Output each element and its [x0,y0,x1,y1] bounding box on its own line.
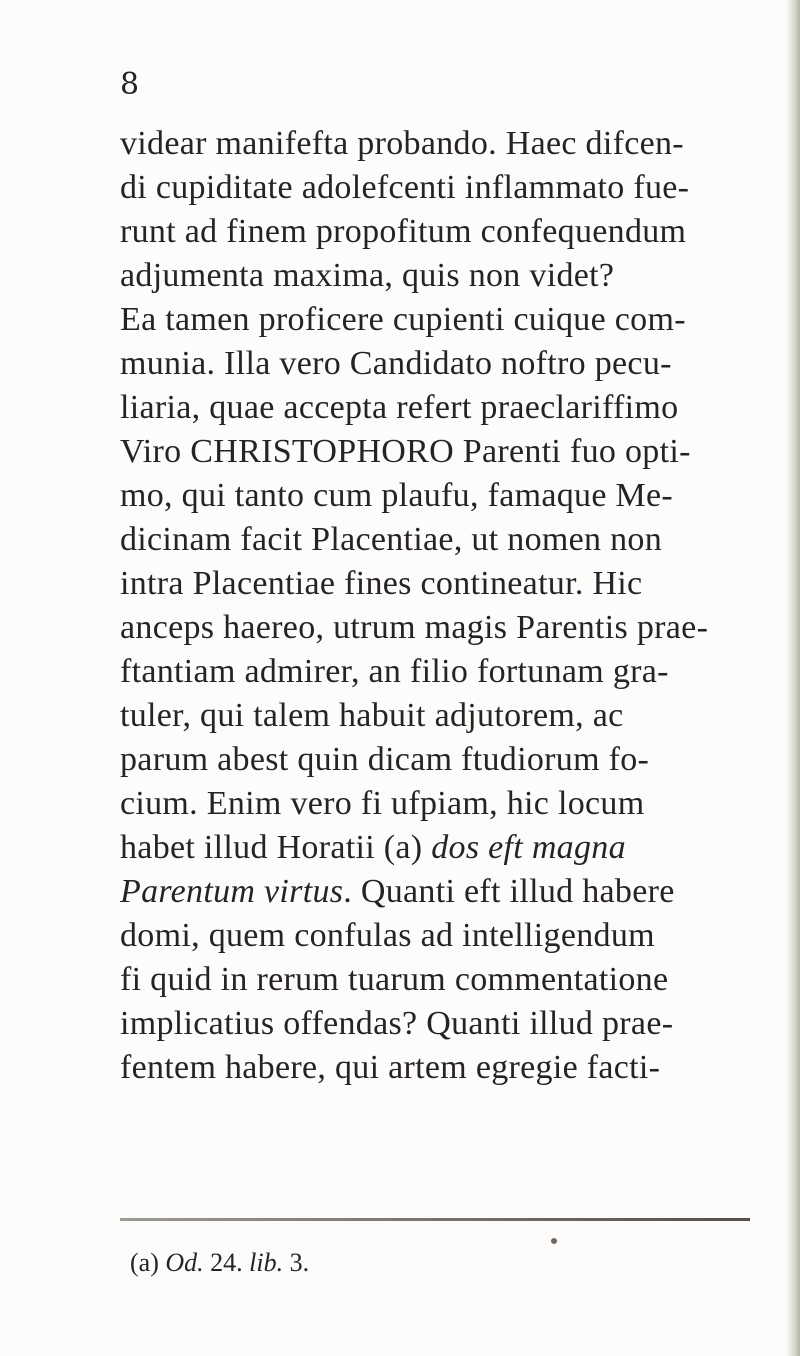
footnote-book-label: lib. [249,1248,284,1277]
footnote [130,1246,309,1280]
text-line: cium. Enim vero fi ufpiam, hic locum [120,785,645,822]
footnote-source: Od. [165,1248,204,1277]
text-line: anceps haereo, utrum magis Parentis prae- [120,609,709,646]
page-gutter-shadow [786,0,800,1356]
text-line: intra Placentiae fines contineatur. Hic [120,565,643,602]
footnote-rule [120,1218,750,1221]
text-line: runt ad finem propofitum confequendum [120,213,687,250]
page-number: 8 [120,67,140,102]
footnote-marker: (a) [130,1248,166,1277]
text-line: dicinam facit Placentiae, ut nomen non [120,521,663,558]
text-line: liaria, quae accepta refert praeclariffimo [120,389,679,426]
italic-quotation: dos eft magna [431,829,626,866]
text-line: parum abest quin dicam ftudiorum fo- [120,741,650,778]
text-line: videar manifefta probando. Haec difcen- [120,125,684,162]
text-line-with-quotation [120,872,675,912]
text-line: adjumenta maxima, quis non videt? [120,257,615,294]
text-line: implicatius offendas? Quanti illud prae- [120,1005,674,1042]
footnote-ode-number: 24. [203,1248,250,1277]
text-line: fentem habere, qui artem egregie facti- [120,1049,661,1086]
text-segment: . Quanti eft illud habere [343,873,675,910]
text-line: mo, qui tanto cum plaufu, famaque Me- [120,477,674,514]
text-line: tuler, qui talem habuit adjutorem, ac [120,697,624,734]
text-line: di cupiditate adolefcenti inflammato fue- [120,169,690,206]
print-speck [551,1238,557,1244]
text-line: domi, quem confulas ad intelligendum [120,917,655,954]
text-line: fi quid in rerum tuarum commentatione [120,961,669,998]
footnote-reference: (a) [383,829,432,866]
text-line: munia. Illa vero Candidato noftro pecu- [120,345,672,382]
italic-quotation: Parentum virtus [120,873,344,910]
text-segment: habet illud Horatii [120,829,384,866]
footnote-book-number: 3. [283,1248,310,1277]
text-line: Viro CHRISTOPHORO Parenti fuo opti- [120,433,691,470]
text-line-with-citation [120,828,626,868]
text-line: ftantiam admirer, an filio fortunam gra- [120,653,669,690]
text-line: Ea tamen proficere cupienti cuique com- [120,301,686,338]
